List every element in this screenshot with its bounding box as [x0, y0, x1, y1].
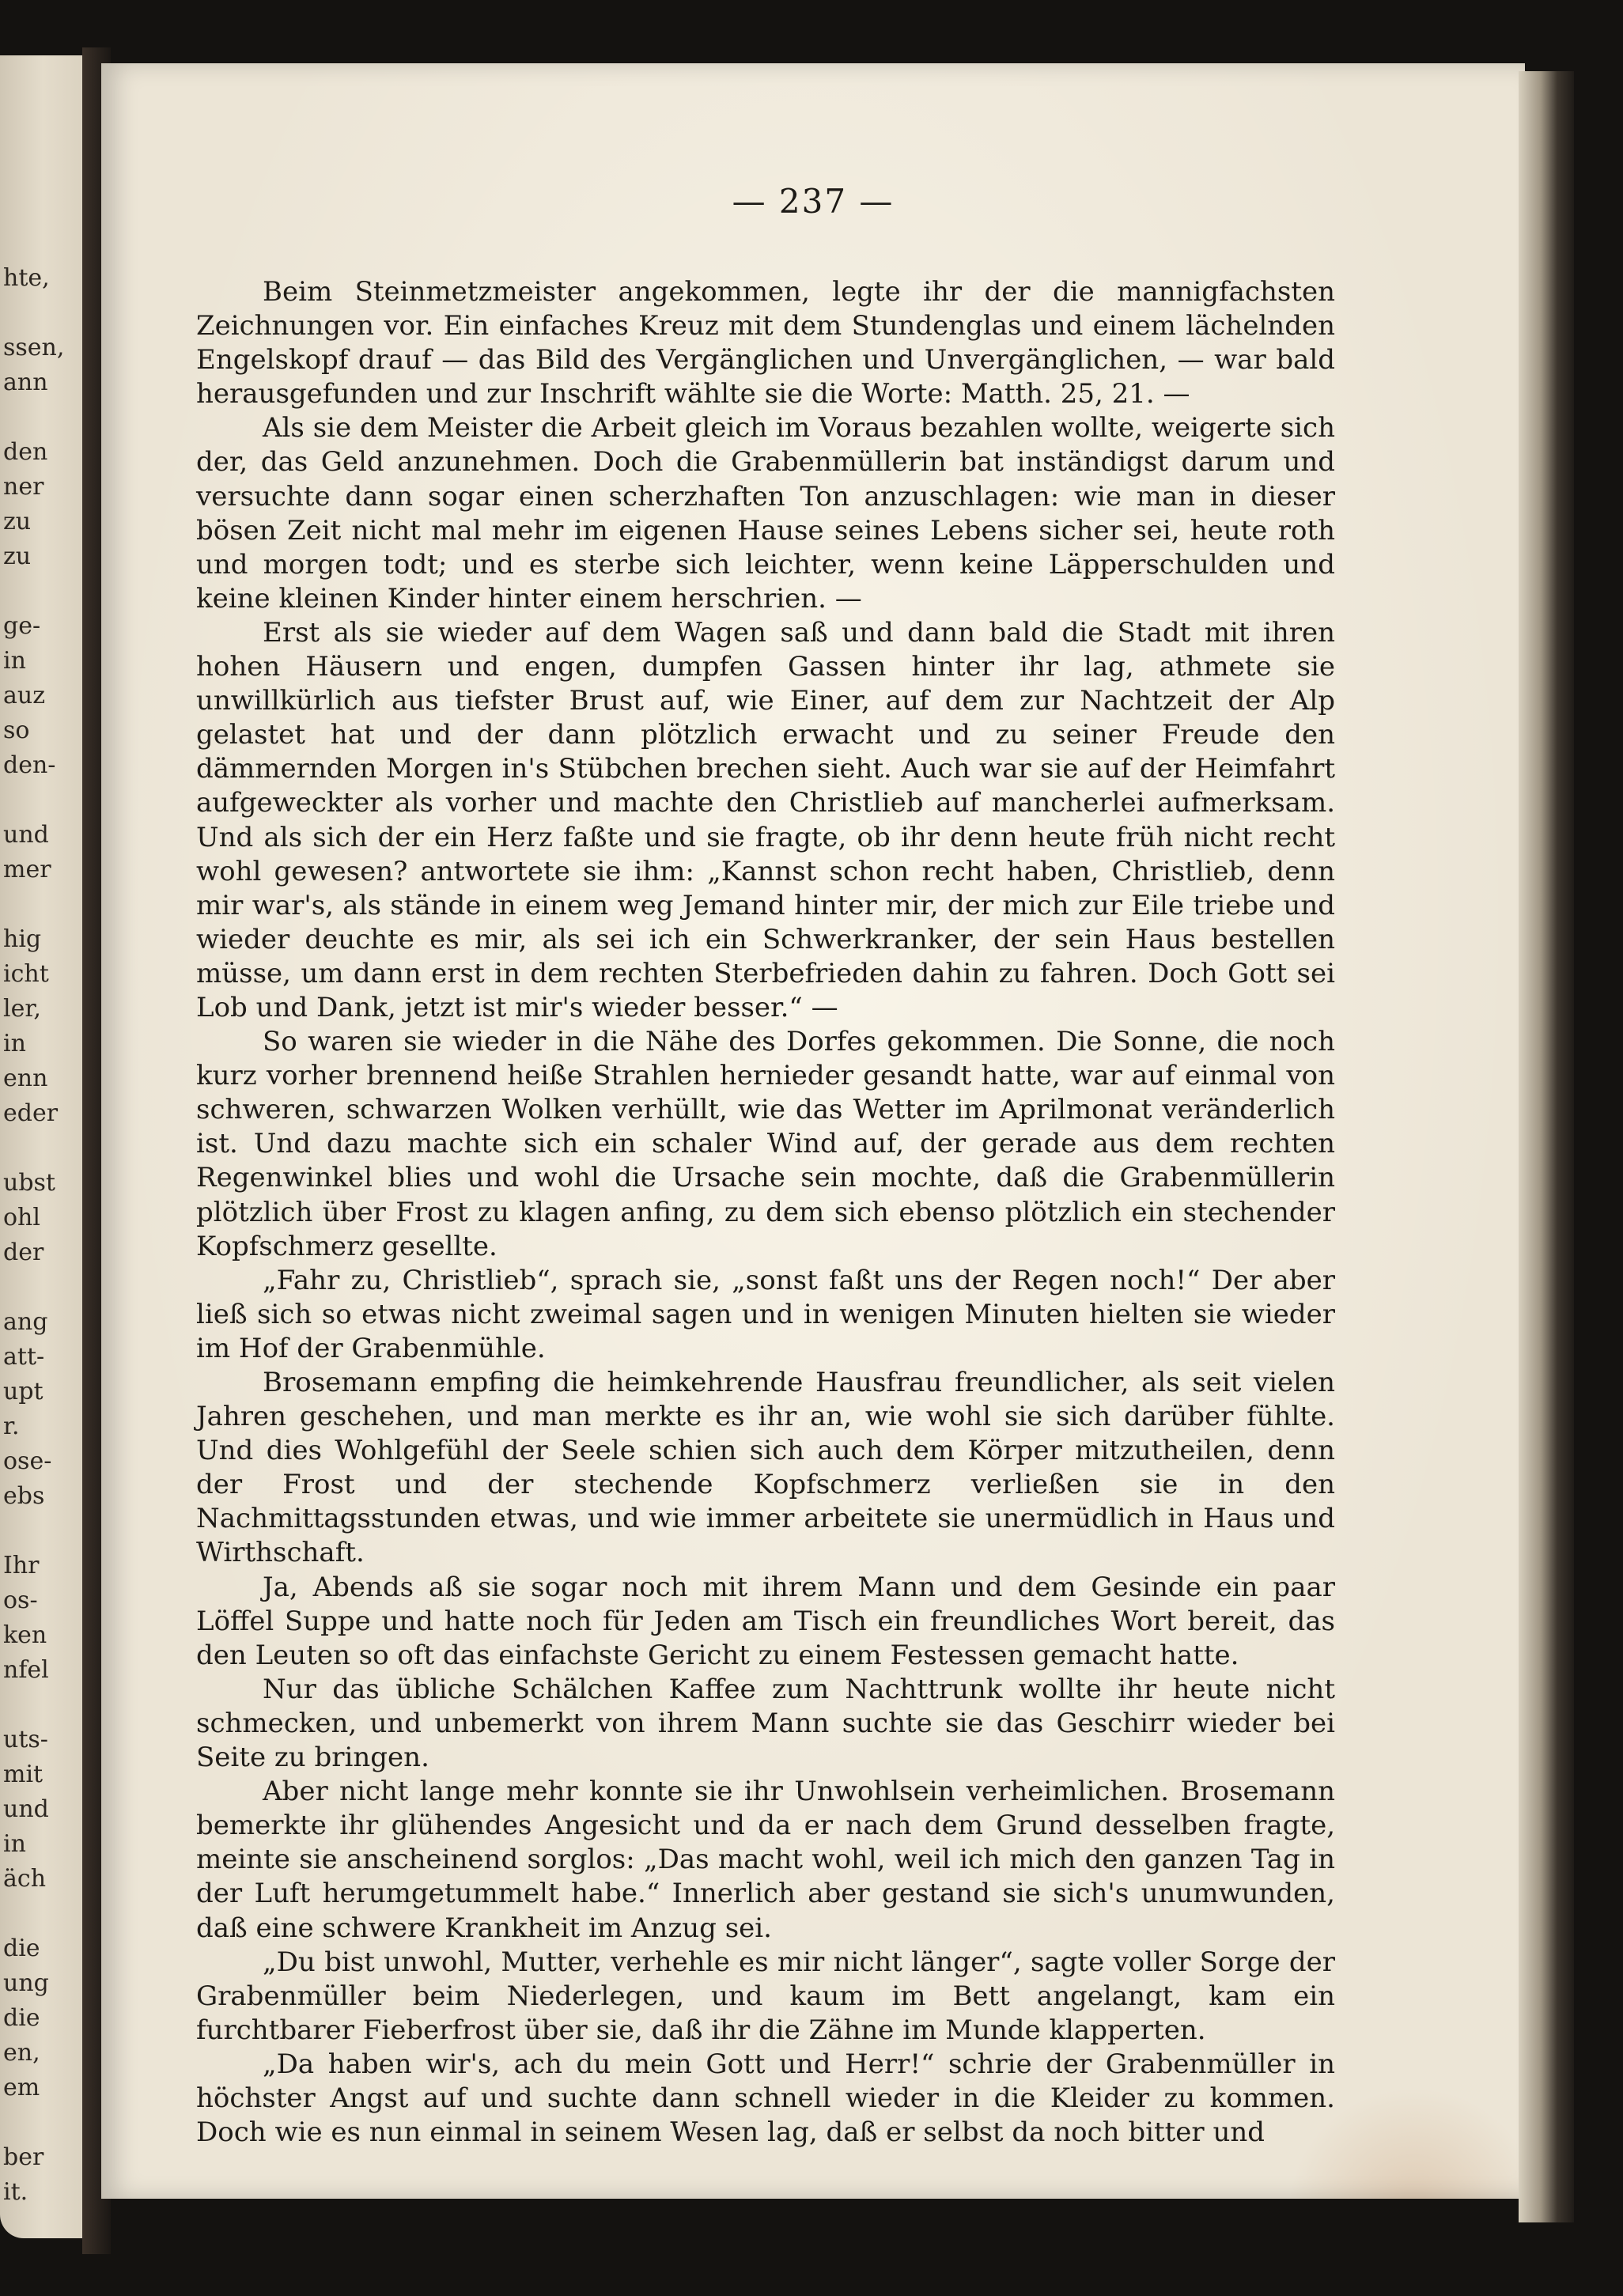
facing-page-fragment: so	[3, 717, 30, 744]
paragraph: Aber nicht lange mehr konnte sie ihr Unwohlsein verheimlichen. Brosemann bemerkte ihr glühendes Angesicht und da er nach dem Grund desselben fragte, meinte sie anscheinend sorglos: „Das macht wohl, weil ich mich den ganzen Tag in der Luft herumgetummelt habe.“ Innerlich aber gestand sie sich's unumwunden, daß eine schwere Krankheit im Anzug sei.	[196, 1776, 1335, 1944]
facing-page-fragment	[3, 1131, 74, 1166]
facing-page-fragment: äch	[3, 1865, 47, 1893]
facing-page-fragment: ssen,	[3, 334, 65, 361]
paragraph: „Du bist unwohl, Mutter, verhehle es mir nicht länger“, sagte voller Sorge der Grabenmüller beim Niederlegen, und kaum im Bett angelangt, kam ein furchtbarer Fieberfrost über sie, daß ihr die Zähne im Munde klapperten.	[196, 1946, 1335, 2046]
facing-page-fragment: att-	[3, 1343, 45, 1371]
page-edge	[1519, 71, 1574, 2222]
page-number: — 237 —	[732, 182, 895, 221]
facing-page	[0, 55, 95, 2238]
facing-page-fragment	[3, 2105, 74, 2140]
facing-page-fragment: auz	[3, 682, 46, 709]
facing-page-fragment: die	[3, 1935, 40, 1962]
facing-page-fragment: ebs	[3, 1482, 45, 1510]
facing-page-fragment: em	[3, 2074, 40, 2101]
paragraph: Beim Steinmetzmeister angekommen, legte ihr der die mannigfachsten Zeichnungen vor. Ein einfaches Kreuz mit dem Stundenglas und einem lächelnden Engelskopf drauf — das Bild des Vergänglichen und Unvergänglichen, — war bald herausgefunden und zur Inschrift wählte sie die Worte: Matth. 25, 21. —	[196, 276, 1335, 410]
facing-page-fragment: ubst	[3, 1169, 55, 1197]
facing-page-fragment: in	[3, 1830, 26, 1858]
paragraph: Erst als sie wieder auf dem Wagen saß und dann bald die Stadt mit ihren hohen Häusern und engen, dumpfen Gassen hinter ihr lag, athmete sie unwillkürlich aus tiefster Brust auf, wie Einer, auf dem zur Nachtzeit der Alp gelastet hat und der dann plötzlich erwacht und zu seiner Freude den dämmernden Morgen in's Stübchen brechen sieht. Auch war sie auf der Heimfahrt aufgeweckter als vorher und machte den Christlieb auf mancherlei aufmerksam. Und als sich der ein Herz faßte und sie fragte, ob ihr denn heute früh nicht recht wohl gewesen? antwortete sie ihm: „Kannst schon recht haben, Christlieb, denn mir war's, als stände in einem weg Jemand hinter mir, der mich zur Eile triebe und wieder deuchte es mir, als sei ich ein Schwerkranker, der sein Haus bestellen müsse, um dann erst in dem rechten Sterbefrieden dahin zu fahren. Doch Gott sei Lob und Dank, jetzt ist mir's wieder besser.“ —	[196, 616, 1335, 1023]
facing-page-fragment: die	[3, 2004, 40, 2032]
facing-page-fragment: ner	[3, 473, 44, 501]
facing-page-fragment: ohl	[3, 1204, 40, 1231]
facing-page-fragment: ber	[3, 2143, 44, 2171]
facing-page-fragment: upt	[3, 1378, 44, 1405]
facing-page-fragment: uts-	[3, 1726, 48, 1753]
facing-page-fragment	[3, 1688, 74, 1723]
facing-page-fragment: in	[3, 1030, 26, 1057]
facing-page-fragment: ose-	[3, 1447, 52, 1475]
facing-page-fragment	[3, 1270, 74, 1305]
facing-page-fragment: hig	[3, 925, 42, 953]
facing-page-fragment	[3, 1897, 74, 1931]
paragraph: „Da haben wir's, ach du mein Gott und Herr!“ schrie der Grabenmüller in höchster Angst auf und suchte dann schnell wieder in die Kleider zu kommen. Doch wie es nun einmal in seinem Wesen lag, daß er selbst da noch bitter und	[196, 2048, 1335, 2149]
facing-page-fragment	[3, 783, 74, 818]
paragraph: Nur das übliche Schälchen Kaffee zum Nachttrunk wollte ihr heute nicht schmecken, und unbemerkt von ihrem Mann suchte sie das Geschirr wieder bei Seite zu bringen.	[196, 1673, 1335, 1774]
facing-page-fragment	[3, 574, 74, 609]
facing-page-fragment: und	[3, 821, 49, 849]
facing-page-fragment: ung	[3, 1969, 49, 1997]
facing-page-fragment: it.	[3, 2178, 28, 2206]
facing-page-text-fragments	[3, 261, 74, 2210]
paragraph: So waren sie wieder in die Nähe des Dorfes gekommen. Die Sonne, die noch kurz vorher brennend heiße Strahlen hernieder gesandt hatte, war auf einmal von schweren, schwarzen Wolken verhüllt, wie das Wetter im Aprilmonat veränderlich ist. Und dazu machte sich ein schaler Wind auf, der gerade aus dem rechten Regenwinkel blies und wohl die Ursache sein mochte, daß die Grabenmüllerin plötzlich über Frost zu klagen anfing, zu dem sich ebenso plötzlich ein stechender Kopfschmerz gesellte.	[196, 1026, 1335, 1262]
facing-page-fragment: ken	[3, 1621, 47, 1649]
facing-page-fragment: der	[3, 1239, 44, 1266]
facing-page-fragment: enn	[3, 1065, 48, 1092]
facing-page-fragment: mer	[3, 856, 51, 883]
body-text	[196, 275, 1335, 2150]
facing-page-fragment: in	[3, 647, 26, 675]
facing-page-fragment: und	[3, 1795, 49, 1823]
facing-page-fragment: ann	[3, 369, 48, 396]
facing-page-fragment: en,	[3, 2039, 40, 2067]
facing-page-fragment: mit	[3, 1761, 44, 1788]
facing-page-fragment: zu	[3, 508, 32, 535]
facing-page-fragment: r.	[3, 1413, 20, 1440]
facing-page-fragment: ang	[3, 1308, 48, 1336]
paragraph: „Fahr zu, Christlieb“, sprach sie, „sonst faßt uns der Regen noch!“ Der aber ließ sich so etwas nicht zweimal sagen und in wenigen Minuten hielten sie wieder im Hof der Grabenmühle.	[196, 1264, 1335, 1364]
book-page	[101, 63, 1525, 2199]
facing-page-fragment: Ihr	[3, 1552, 40, 1579]
paragraph: Als sie dem Meister die Arbeit gleich im Voraus bezahlen wollte, weigerte sich der, das Geld anzunehmen. Doch die Grabenmüllerin bat inständigst darum und versuchte dann sogar einen scherzhaften Ton anzuschlagen: wie man in dieser bösen Zeit nicht mal mehr im eigenen Hause seines Lebens sicher sei, heute roth und morgen todt; und es sterbe sich leichter, wenn keine Läpperschulden und keine kleinen Kinder hinter einem herschrien. —	[196, 412, 1335, 615]
facing-page-fragment: eder	[3, 1099, 59, 1127]
facing-page-fragment	[3, 296, 74, 331]
facing-page-fragment: zu	[3, 543, 32, 570]
facing-page-fragment: nfel	[3, 1656, 49, 1684]
facing-page-fragment: den	[3, 438, 48, 466]
paragraph: Brosemann empfing die heimkehrende Hausfrau freundlicher, als seit vielen Jahren geschehen, und man merkte es ihr an, wie wohl sie sich darüber fühlte. Und dies Wohlgefühl der Seele schien sich auch dem Körper mitzutheilen, denn der Frost und der stechende Kopfschmerz verließen sie in den Nachmittagsstunden etwas, und wie immer arbeitete sie unermüdlich in Haus und Wirthschaft.	[196, 1367, 1335, 1569]
facing-page-fragment: hte,	[3, 264, 50, 292]
facing-page-fragment: den-	[3, 751, 56, 779]
facing-page-fragment: icht	[3, 960, 49, 988]
facing-page-fragment	[3, 400, 74, 435]
paragraph: Ja, Abends aß sie sogar noch mit ihrem Mann und dem Gesinde ein paar Löffel Suppe und hatte noch für Jeden am Tisch ein freundliches Wort bereit, das den Leuten so oft das einfachste Gericht zu einem Festessen gemacht hatte.	[196, 1571, 1335, 1671]
facing-page-fragment: os-	[3, 1587, 38, 1614]
facing-page-fragment	[3, 1514, 74, 1549]
facing-page-fragment	[3, 887, 74, 922]
facing-page-fragment: ler,	[3, 995, 41, 1023]
facing-page-fragment: ge-	[3, 612, 41, 640]
